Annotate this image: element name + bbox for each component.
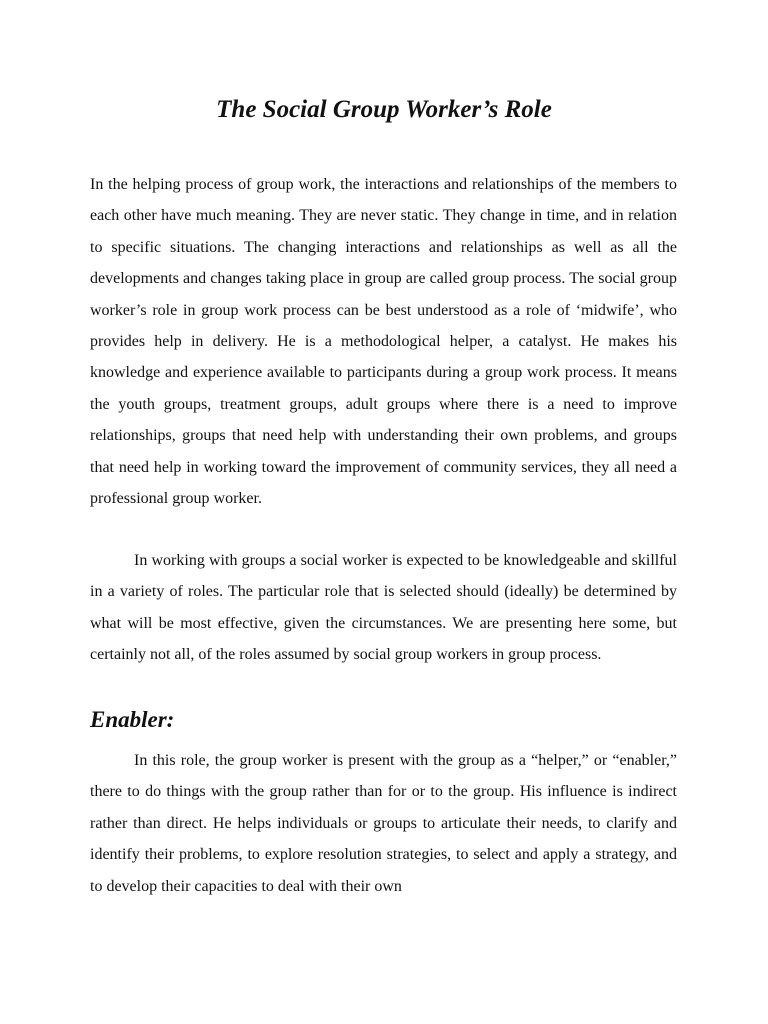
paragraph-roles: In working with groups a social worker is expected to be knowledgeable and skillful in a variety of roles. The particular role that is selected should (ideally) be determined by what will be most effective, given the circumstances. We are presenting here some, but certainly not all, of the roles assumed by social group workers in group process. — [90, 552, 677, 664]
paragraph-intro: In the helping process of group work, the interactions and relationships of the members to each other have much meaning. They are never static. They change in time, and in relation to specific situations. The changing interactions and relationships as well as all the developments and changes taking place in group are called group process. The social group worker’s role in group work process can be best understood as a role of ‘midwife’, who provides help in delivery. He is a methodological helper, a catalyst. He makes his knowledge and experience available to participants during a group work process. It means the youth groups, treatment groups, adult groups where there is a need to improve relationships, groups that need help with understanding their own problems, and groups that need help in working toward the improvement of community services, they all need a professional group worker. — [90, 176, 677, 508]
section-heading-enabler: Enabler: — [90, 707, 175, 732]
paragraph-enabler: In this role, the group worker is present with the group as a “helper,” or “enabler,” there to do things with the group rather than for or to the group. His influence is indirect rather than direct. He helps individuals or groups to articulate their needs, to clarify and identify their problems, to explore resolution strategies, to select and apply a strategy, and to develop their capacities to deal with their own — [90, 752, 677, 895]
page-title: The Social Group Worker’s Role — [216, 96, 552, 123]
